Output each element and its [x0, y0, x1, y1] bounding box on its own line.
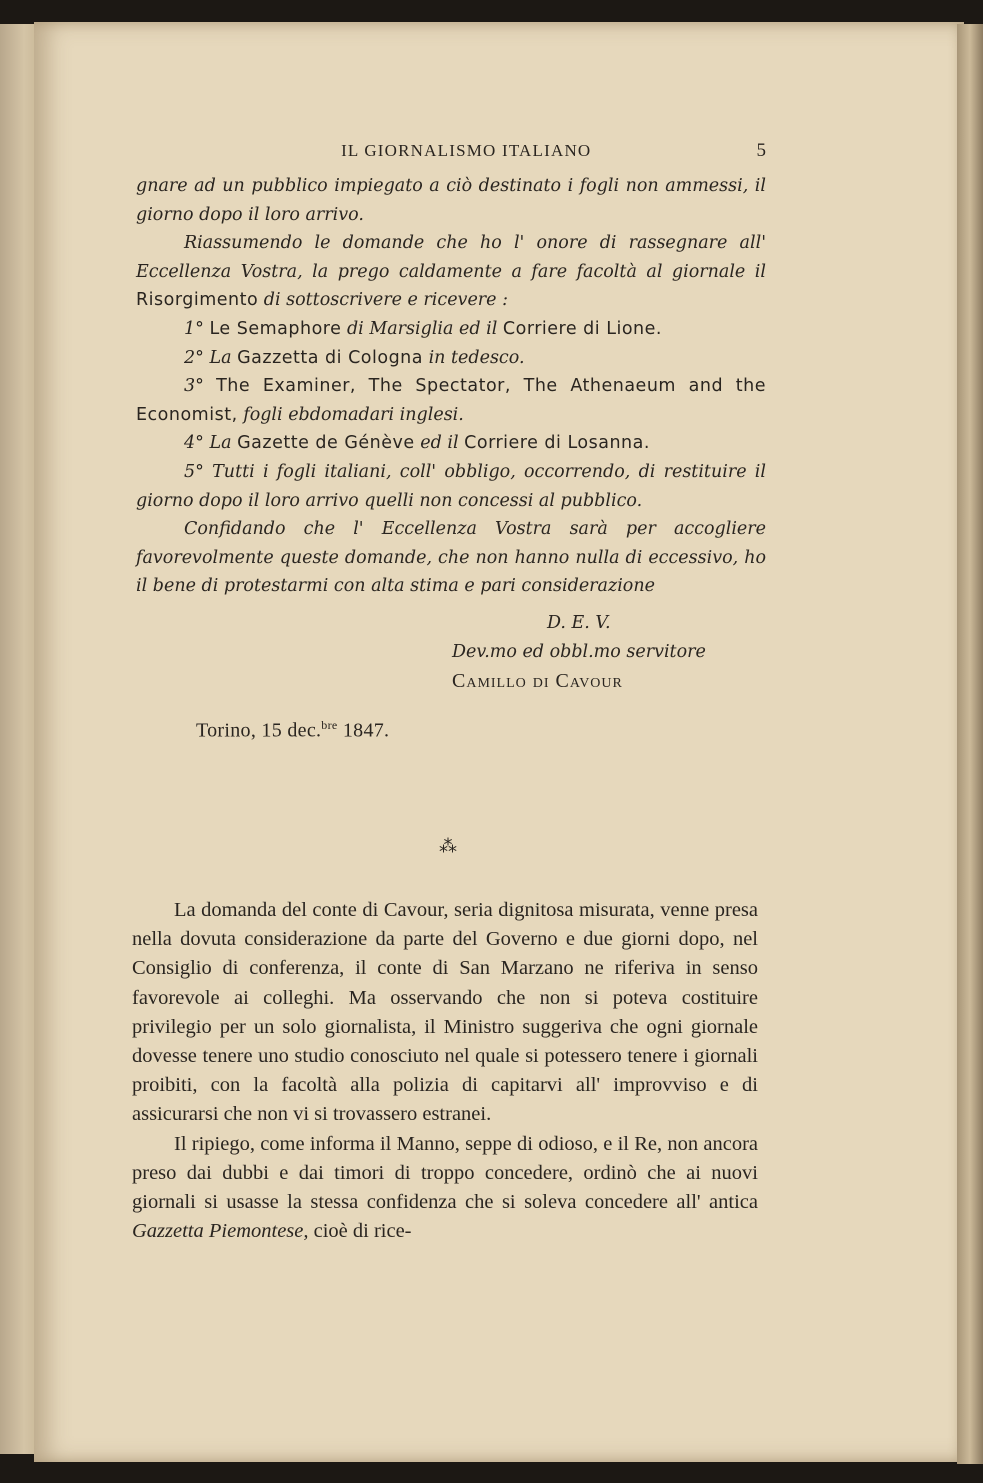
page-header [136, 140, 766, 162]
page-number: 5 [756, 140, 766, 161]
letter-body [136, 172, 766, 601]
list-item-5: 5° Tutti i fogli italiani, coll' obbligo, occorrendo, di restituire il giorno dopo il loro arrivo quelli non concessi al pubblico. [136, 461, 766, 511]
narrative-paragraph-2: Il ripiego, come informa il Manno, seppe di odioso, e il Re, non ancora preso dai dubbi e dai timori di troppo concedere, ordinò che ai nuovi giornali si usasse la stessa confidenza che si soleva concedere all' antica Gazzetta Piemontese, cioè di rice- [132, 1132, 758, 1243]
narrative-section [132, 896, 758, 1246]
list-item-4: 4° La Gazette de Génève ed il Corriere di Losanna. [184, 433, 650, 454]
list-item-1: 1° Le Semaphore di Marsiglia ed il Corriere di Lione. [184, 318, 662, 339]
letter-closing: Confidando che l' Eccellenza Vostra sarà per accogliere favorevolmente queste domande, che non hanno nulla di eccessivo, ho il bene di protestarmi con alta stima e pari considerazione [136, 519, 766, 597]
narrative-paragraph-1: La domanda del conte di Cavour, seria dignitosa misurata, venne presa nella dovuta considerazione da parte del Governo e due giorni dopo, nel Consiglio di conferenza, il conte di San Marzano ne riferiva in senso favorevole ai colleghi. Ma osservando che non si poteva costituire privilegio per un solo giornalista, il Ministro suggeriva che ogni giornale dovesse tenere uno studio conosciuto nel quale si potessero tenere i giornali proibiti, con la facoltà alla polizia di capitarvi all' improvviso e di assicurarsi che non vi si trovassero estranei. [132, 899, 758, 1126]
signature-block [136, 609, 766, 696]
running-title: IL GIORNALISMO ITALIANO [341, 141, 592, 160]
letter-section [136, 140, 766, 743]
signature-title: Dev.mo ed obbl.mo servitore [452, 641, 706, 662]
signature-name: Camillo di Cavour [452, 669, 623, 692]
list-item-3: 3° The Examiner, The Spectator, The Athenaeum and the Economist, fogli ebdomadari inglesi. [136, 376, 766, 425]
letter-paragraph-2: Riassumendo le domande che ho l' onore di rassegnare all' Eccellenza Vostra, la prego caldamente a fare facoltà al giornale il Risorgimento di sottoscrivere e ricevere : [136, 233, 766, 311]
letter-paragraph-1: gnare ad un pubblico impiegato a ciò destinato i fogli non ammessi, il giorno dopo il loro arrivo. [136, 176, 766, 225]
signature-abbrev: D. E. V. [547, 612, 611, 633]
list-item-2: 2° La Gazzetta di Cologna in tedesco. [184, 347, 525, 368]
asterism-divider: ⁂ [439, 836, 457, 856]
date-line: Torino, 15 dec.$^{bre}$ 1847. [196, 717, 390, 742]
page-stack-edge [957, 24, 983, 1464]
